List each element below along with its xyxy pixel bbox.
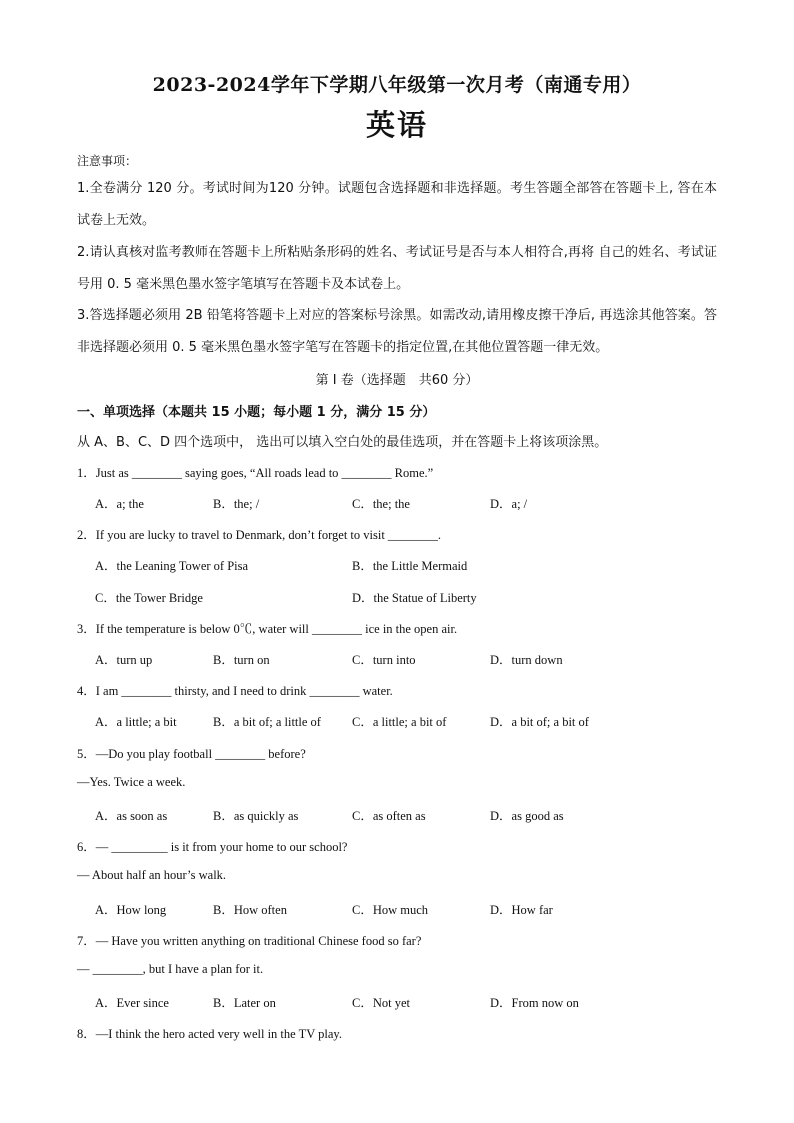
option-c: C．Not yet	[352, 996, 410, 1010]
option-row	[95, 712, 715, 730]
option-a: A．turn up	[95, 653, 153, 667]
option-b: B．the Little Mermaid	[352, 559, 468, 573]
option-d: D．a; /	[490, 497, 528, 511]
option-b: B．Later on	[213, 996, 276, 1010]
option-b: B．as quickly as	[213, 809, 299, 823]
question-stem: 6．— _________ is it from your home to our school?	[77, 840, 348, 854]
option-c: C．turn into	[352, 653, 416, 667]
option-row	[95, 993, 715, 1011]
question-stem: 2．If you are lucky to travel to Denmark, don’t forget to visit ________.	[77, 528, 442, 542]
option-d: D．turn down	[490, 653, 563, 667]
question-stem: 8．—I think the hero acted very well in the TV play.	[77, 1027, 342, 1041]
question-stem: 4．I am ________ thirsty, and I need to drink ________ water.	[77, 684, 393, 698]
option-b: B．turn on	[213, 653, 270, 667]
notes-heading: 注意事项：	[77, 154, 138, 168]
option-d: D．a bit of; a bit of	[490, 715, 589, 729]
option-a: A．the Leaning Tower of Pisa	[95, 559, 249, 573]
question-stem: 1．Just as ________ saying goes, “All roads lead to ________ Rome.”	[77, 466, 434, 480]
option-d: D．the Statue of Liberty	[352, 591, 477, 605]
option-row	[95, 494, 715, 512]
option-a: A．a; the	[95, 497, 144, 511]
exam-title: 2023-2024学年下学期八年级第一次月考（南通专用）	[152, 74, 642, 96]
section-title: 第 I 卷（选择题 共60 分）	[315, 373, 479, 388]
option-a: A．a little; a bit	[95, 715, 177, 729]
option-d: D．How far	[490, 903, 553, 917]
option-c: C．as often as	[352, 809, 426, 823]
subject-title: 英语	[365, 108, 428, 142]
question-stem: 7．— Have you written anything on traditional Chinese food so far?	[77, 934, 422, 948]
option-a: A．as soon as	[95, 809, 168, 823]
option-row	[95, 588, 715, 606]
dialogue-reply: — ________, but I have a plan for it.	[77, 962, 264, 976]
note-item: 2.请认真核对监考教师在答题卡上所粘贴条形码的姓名、考试证号是否与本人相符合,再将 自己的姓名、考试证号用 0. 5 毫米黑色墨水签字笔填写在答题卡及本试卷上。	[77, 245, 717, 292]
option-c: C．How much	[352, 903, 429, 917]
option-b: B．a bit of; a little of	[213, 715, 321, 729]
option-row	[95, 900, 715, 918]
option-c: C．the Tower Bridge	[95, 591, 203, 605]
option-d: D．From now on	[490, 996, 579, 1010]
question-stem: 5．—Do you play football ________ before?	[77, 747, 306, 761]
dialogue-reply: —Yes. Twice a week.	[77, 775, 186, 789]
option-c: C．the; the	[352, 497, 410, 511]
note-item: 3.答选择题必须用 2B 铅笔将答题卡上对应的答案标号涂黑。如需改动,请用橡皮擦干净后, 再选涂其他答案。答非选择题必须用 0. 5 毫米黑色墨水签字笔写在答题卡的指定位置,在其他位置答题一律无效。	[77, 308, 717, 355]
dialogue-reply: — About half an hour’s walk.	[77, 868, 227, 882]
option-row	[95, 650, 715, 668]
part-title: 一、单项选择（本题共 15 小题；每小题 1 分，满分 15 分）	[77, 405, 436, 420]
option-a: A．Ever since	[95, 996, 169, 1010]
option-b: B．How often	[213, 903, 287, 917]
option-b: B．the; /	[213, 497, 260, 511]
note-item: 1.全卷满分 120 分。考试时间为120 分钟。试题包含选择题和非选择题。考生答题全部答在答题卡上, 答在本试卷上无效。	[77, 181, 717, 228]
option-a: A．How long	[95, 903, 167, 917]
option-row	[95, 806, 715, 824]
option-d: D．as good as	[490, 809, 564, 823]
option-row	[95, 556, 715, 574]
instruction: 从 A、B、C、D 四个选项中， 选出可以填入空白处的最佳选项，并在答题卡上将该项涂黑。	[77, 435, 608, 450]
option-c: C．a little; a bit of	[352, 715, 447, 729]
question-stem: 3．If the temperature is below 0℃, water will ________ ice in the open air.	[77, 622, 458, 636]
